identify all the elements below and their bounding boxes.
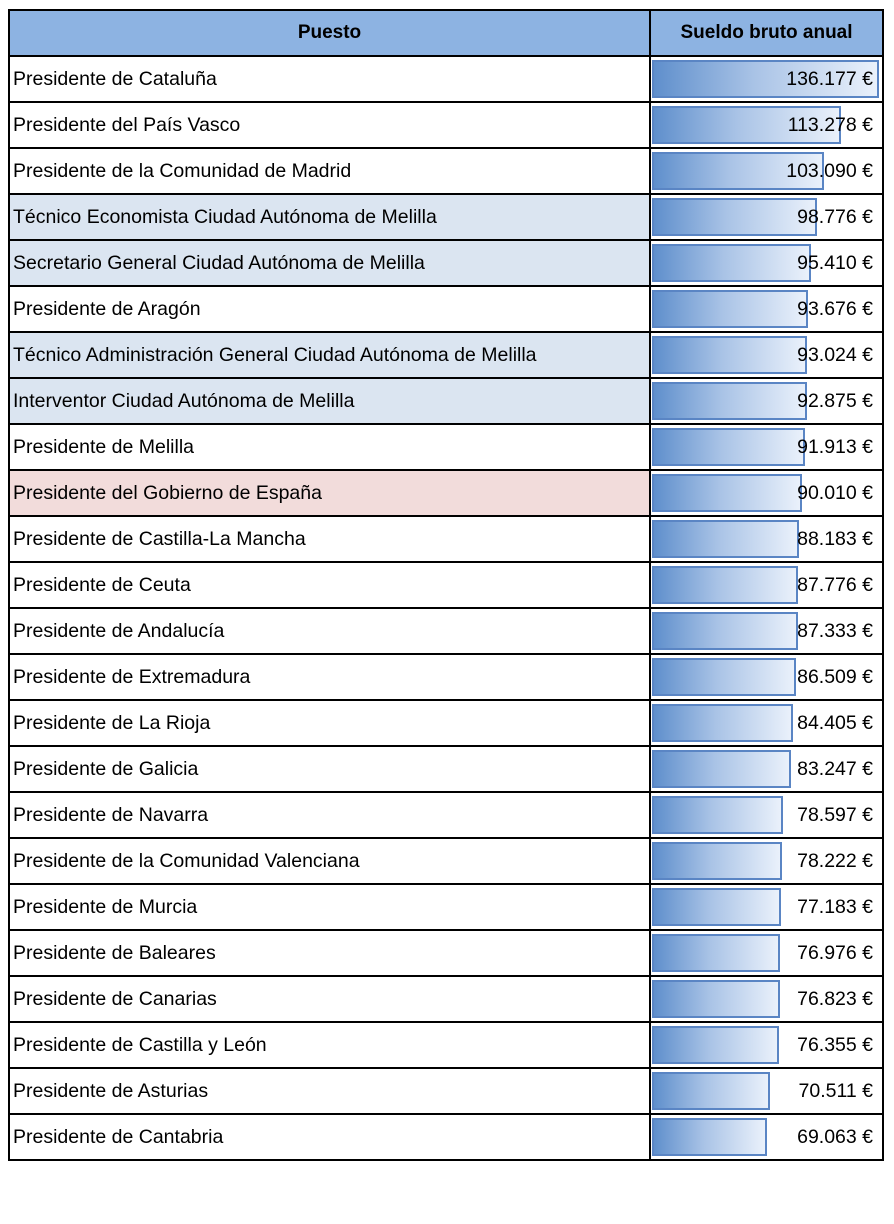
sueldo-cell: [650, 1022, 883, 1068]
salary-value: 93.676 €: [797, 297, 873, 320]
table-body: [9, 56, 883, 1160]
puesto-cell: Presidente de La Rioja: [9, 700, 650, 746]
sueldo-cell: [650, 654, 883, 700]
sueldo-cell: [650, 424, 883, 470]
puesto-cell: Presidente de Murcia: [9, 884, 650, 930]
salary-value: 98.776 €: [797, 205, 873, 228]
salary-value: 76.976 €: [797, 941, 873, 964]
salary-bar: [652, 750, 791, 788]
salary-value: 93.024 €: [797, 343, 873, 366]
salary-bar: [652, 704, 793, 742]
table-row: [9, 562, 883, 608]
table-row: [9, 930, 883, 976]
sueldo-cell: [650, 930, 883, 976]
sueldo-cell: [650, 194, 883, 240]
salary-value: 87.776 €: [797, 573, 873, 596]
salary-value: 78.597 €: [797, 803, 873, 826]
salary-value: 78.222 €: [797, 849, 873, 872]
salary-value: 92.875 €: [797, 389, 873, 412]
salary-bar: [652, 198, 817, 236]
salary-bar: [652, 244, 811, 282]
table-row: [9, 102, 883, 148]
puesto-cell: Presidente de Galicia: [9, 746, 650, 792]
puesto-cell: Presidente del Gobierno de España: [9, 470, 650, 516]
puesto-cell: Presidente de Andalucía: [9, 608, 650, 654]
puesto-cell: Presidente de Cataluña: [9, 56, 650, 102]
sueldo-cell: [650, 56, 883, 102]
puesto-cell: Presidente de Aragón: [9, 286, 650, 332]
salary-bar: [652, 980, 780, 1018]
salary-table-container: [8, 9, 882, 1161]
salary-value: 70.511 €: [798, 1079, 873, 1102]
table-row: [9, 608, 883, 654]
salary-bar: [652, 1026, 779, 1064]
salary-bar: [652, 1118, 767, 1156]
salary-bar: [652, 888, 781, 926]
puesto-cell: Presidente de la Comunidad de Madrid: [9, 148, 650, 194]
sueldo-cell: [650, 102, 883, 148]
puesto-cell: Presidente de Canarias: [9, 976, 650, 1022]
sueldo-cell: [650, 838, 883, 884]
puesto-cell: Presidente de Cantabria: [9, 1114, 650, 1160]
salary-value: 76.355 €: [797, 1033, 873, 1056]
table-row: [9, 746, 883, 792]
salary-value: 113.278 €: [787, 113, 873, 136]
table-row: [9, 838, 883, 884]
salary-bar: [652, 566, 798, 604]
puesto-cell: Interventor Ciudad Autónoma de Melilla: [9, 378, 650, 424]
salary-value: 90.010 €: [797, 481, 873, 504]
puesto-cell: Presidente de Melilla: [9, 424, 650, 470]
salary-value: 86.509 €: [797, 665, 873, 688]
sueldo-cell: [650, 378, 883, 424]
table-row: [9, 240, 883, 286]
sueldo-cell: [650, 1068, 883, 1114]
sueldo-cell: [650, 700, 883, 746]
puesto-cell: Presidente de Navarra: [9, 792, 650, 838]
puesto-cell: Técnico Economista Ciudad Autónoma de Melilla: [9, 194, 650, 240]
salary-value: 84.405 €: [797, 711, 873, 734]
salary-value: 95.410 €: [797, 251, 873, 274]
sueldo-cell: [650, 562, 883, 608]
table-row: [9, 792, 883, 838]
salary-value: 88.183 €: [797, 527, 873, 550]
sueldo-cell: [650, 240, 883, 286]
salary-value: 69.063 €: [797, 1125, 873, 1148]
salary-bar: [652, 336, 807, 374]
salary-table: [8, 9, 884, 1161]
salary-bar: [652, 474, 802, 512]
header-row: [9, 10, 883, 56]
puesto-cell: Presidente de Castilla-La Mancha: [9, 516, 650, 562]
salary-bar: [652, 1072, 770, 1110]
table-row: [9, 148, 883, 194]
salary-bar: [652, 658, 796, 696]
puesto-cell: Presidente de Ceuta: [9, 562, 650, 608]
puesto-cell: Secretario General Ciudad Autónoma de Melilla: [9, 240, 650, 286]
salary-bar: [652, 428, 805, 466]
salary-value: 91.913 €: [797, 435, 873, 458]
table-row: [9, 1068, 883, 1114]
salary-bar: [652, 796, 783, 834]
table-row: [9, 378, 883, 424]
puesto-cell: Técnico Administración General Ciudad Autónoma de Melilla: [9, 332, 650, 378]
header-puesto: Puesto: [9, 10, 650, 56]
sueldo-cell: [650, 470, 883, 516]
table-row: [9, 700, 883, 746]
salary-value: 87.333 €: [797, 619, 873, 642]
sueldo-cell: [650, 976, 883, 1022]
salary-value: 77.183 €: [797, 895, 873, 918]
table-row: [9, 424, 883, 470]
table-row: [9, 654, 883, 700]
table-row: [9, 884, 883, 930]
salary-bar: [652, 612, 798, 650]
table-row: [9, 286, 883, 332]
salary-bar: [652, 290, 808, 328]
sueldo-cell: [650, 148, 883, 194]
table-row: [9, 470, 883, 516]
table-row: [9, 1114, 883, 1160]
table-row: [9, 1022, 883, 1068]
sueldo-cell: [650, 516, 883, 562]
sueldo-cell: [650, 746, 883, 792]
sueldo-cell: [650, 286, 883, 332]
table-row: [9, 194, 883, 240]
puesto-cell: Presidente de Extremadura: [9, 654, 650, 700]
puesto-cell: Presidente de la Comunidad Valenciana: [9, 838, 650, 884]
puesto-cell: Presidente de Asturias: [9, 1068, 650, 1114]
sueldo-cell: [650, 608, 883, 654]
salary-value: 76.823 €: [797, 987, 873, 1010]
salary-bar: [652, 382, 807, 420]
header-sueldo: Sueldo bruto anual: [650, 10, 883, 56]
salary-bar: [652, 842, 782, 880]
salary-value: 83.247 €: [797, 757, 873, 780]
salary-value: 136.177 €: [786, 67, 873, 90]
table-row: [9, 976, 883, 1022]
sueldo-cell: [650, 884, 883, 930]
puesto-cell: Presidente del País Vasco: [9, 102, 650, 148]
sueldo-cell: [650, 332, 883, 378]
salary-bar: [652, 520, 799, 558]
salary-bar: [652, 934, 780, 972]
table-row: [9, 56, 883, 102]
table-row: [9, 516, 883, 562]
sueldo-cell: [650, 792, 883, 838]
puesto-cell: Presidente de Baleares: [9, 930, 650, 976]
puesto-cell: Presidente de Castilla y León: [9, 1022, 650, 1068]
table-row: [9, 332, 883, 378]
salary-value: 103.090 €: [786, 159, 873, 182]
sueldo-cell: [650, 1114, 883, 1160]
